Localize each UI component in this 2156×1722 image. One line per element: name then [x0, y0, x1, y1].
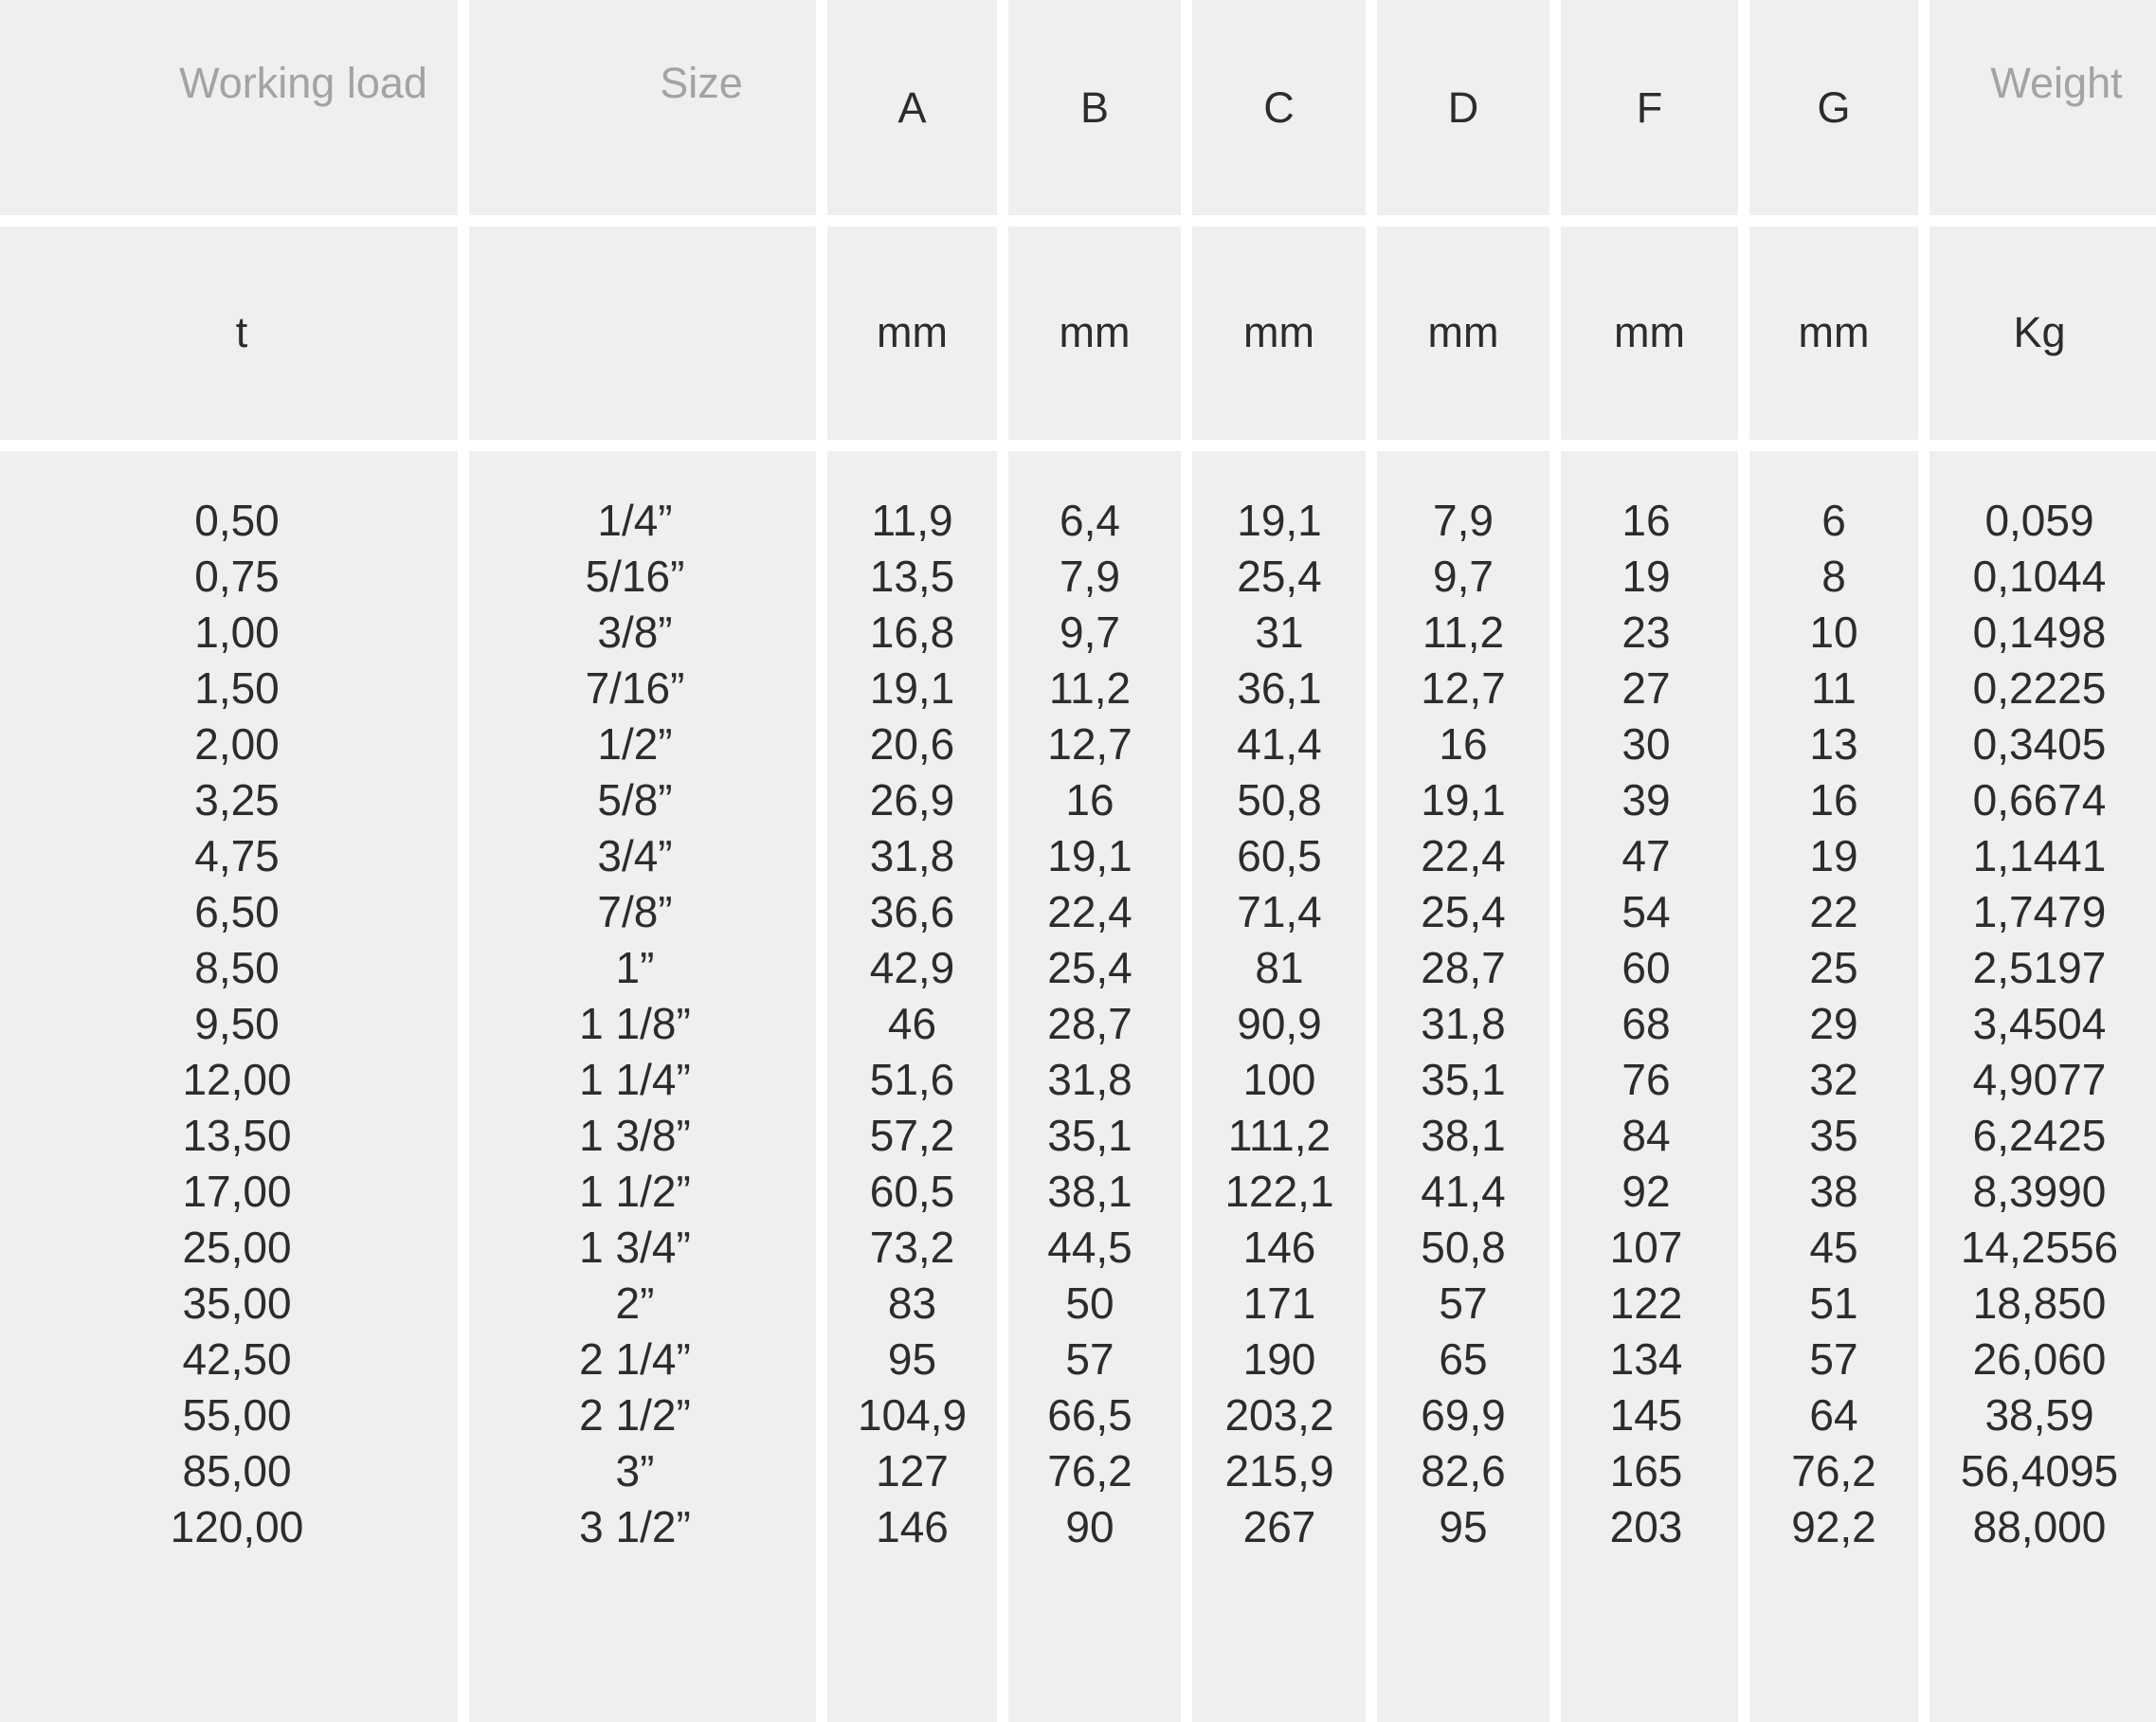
cell-f: 30: [1622, 719, 1671, 769]
cell-g: 35: [1809, 1111, 1858, 1160]
cell-size: 5/16”: [585, 552, 685, 601]
cell-size: 1/4”: [597, 496, 673, 545]
cell-d: 9,7: [1433, 552, 1494, 601]
cell-c: 81: [1255, 943, 1304, 992]
header-a: A: [897, 83, 927, 132]
cell-weight: 1,7479: [1972, 887, 2107, 936]
cell-weight: 0,2225: [1972, 663, 2107, 713]
cell-b: 22,4: [1047, 887, 1132, 936]
cell-g: 32: [1809, 1055, 1858, 1104]
cell-a: 20,6: [869, 719, 955, 769]
cell-g: 10: [1809, 607, 1858, 657]
cell-g: 76,2: [1791, 1446, 1876, 1495]
cell-working-load: 120,00: [170, 1502, 304, 1551]
cell-d: 7,9: [1433, 496, 1494, 545]
cell-size: 1 1/8”: [579, 999, 691, 1048]
cell-size: 1 3/8”: [579, 1111, 691, 1160]
cell-f: 19: [1622, 552, 1671, 601]
cell-working-load: 6,50: [194, 887, 280, 936]
cell-weight: 0,059: [1984, 496, 2094, 545]
cell-f: 60: [1622, 943, 1671, 992]
cell-d: 11,2: [1422, 607, 1505, 657]
cell-a: 31,8: [869, 831, 955, 880]
cell-weight: 38,59: [1984, 1390, 2094, 1440]
cell-a: 11,9: [871, 496, 953, 545]
cell-d: 35,1: [1421, 1055, 1506, 1104]
cell-weight: 88,000: [1972, 1502, 2107, 1551]
cell-c: 60,5: [1237, 831, 1322, 880]
cell-f: 39: [1622, 775, 1671, 825]
cell-b: 28,7: [1047, 999, 1132, 1048]
cell-b: 11,2: [1048, 663, 1132, 713]
cell-b: 6,4: [1060, 496, 1120, 545]
cell-weight: 3,4504: [1972, 999, 2107, 1048]
unit-a: mm: [877, 308, 948, 356]
cell-b: 57: [1065, 1334, 1114, 1384]
cell-f: 47: [1622, 831, 1671, 880]
cell-g: 6: [1821, 496, 1846, 545]
header-f: F: [1636, 83, 1663, 132]
cell-g: 22: [1809, 887, 1858, 936]
units-divider: [0, 440, 2156, 451]
cell-size: 2 1/4”: [579, 1334, 691, 1384]
header-b: B: [1079, 83, 1109, 132]
cell-a: 51,6: [869, 1055, 955, 1104]
cell-g: 92,2: [1791, 1502, 1876, 1551]
unit-weight: Kg: [2013, 308, 2066, 356]
cell-d: 31,8: [1421, 999, 1506, 1048]
cell-c: 111,2: [1227, 1111, 1332, 1160]
cell-b: 19,1: [1047, 831, 1132, 880]
cell-working-load: 13,50: [182, 1111, 292, 1160]
cell-g: 19: [1809, 831, 1858, 880]
cell-d: 25,4: [1421, 887, 1506, 936]
cell-d: 16: [1439, 719, 1488, 769]
cell-c: 267: [1242, 1502, 1316, 1551]
header-g: G: [1817, 83, 1851, 132]
cell-c: 36,1: [1237, 663, 1322, 713]
cell-working-load: 55,00: [182, 1390, 292, 1440]
cell-weight: 18,850: [1972, 1278, 2107, 1328]
cell-working-load: 12,00: [182, 1055, 292, 1104]
cell-g: 11: [1811, 663, 1857, 713]
cell-f: 203: [1609, 1502, 1683, 1551]
cell-f: 165: [1609, 1446, 1683, 1495]
cell-c: 25,4: [1237, 552, 1322, 601]
cell-weight: 0,1498: [1972, 607, 2107, 657]
cell-working-load: 8,50: [194, 943, 280, 992]
cell-size: 3/8”: [597, 607, 673, 657]
cell-working-load: 3,25: [194, 775, 280, 825]
cell-size: 2”: [615, 1278, 655, 1328]
cell-working-load: 4,75: [194, 831, 280, 880]
cell-weight: 0,6674: [1972, 775, 2107, 825]
cell-a: 146: [876, 1502, 949, 1551]
unit-working-load: t: [235, 308, 248, 356]
cell-f: 16: [1622, 496, 1671, 545]
cell-g: 51: [1809, 1278, 1858, 1328]
cell-weight: 8,3990: [1972, 1167, 2107, 1216]
cell-d: 69,9: [1421, 1390, 1506, 1440]
cell-size: 3/4”: [597, 831, 673, 880]
cell-b: 38,1: [1047, 1167, 1132, 1216]
cell-working-load: 1,00: [194, 607, 280, 657]
header-d: D: [1447, 83, 1479, 132]
cell-a: 19,1: [869, 663, 955, 713]
cell-f: 76: [1622, 1055, 1671, 1104]
cell-f: 84: [1622, 1111, 1671, 1160]
column-f-values: [1551, 493, 1741, 1555]
column-g-values: [1749, 493, 1918, 1555]
cell-working-load: 85,00: [182, 1446, 292, 1495]
header-weight: Weight: [1990, 59, 2123, 107]
cell-b: 90: [1065, 1502, 1114, 1551]
cell-working-load: 9,50: [194, 999, 280, 1048]
cell-a: 13,5: [869, 552, 955, 601]
cell-b: 35,1: [1047, 1111, 1132, 1160]
unit-f: mm: [1614, 308, 1685, 356]
cell-c: 190: [1242, 1334, 1316, 1384]
cell-a: 104,9: [857, 1390, 968, 1440]
cell-size: 1 1/2”: [579, 1167, 691, 1216]
column-c-values: [1185, 493, 1374, 1555]
cell-c: 41,4: [1237, 719, 1322, 769]
cell-size: 2 1/2”: [579, 1390, 691, 1440]
cell-d: 38,1: [1421, 1111, 1506, 1160]
column-a-values: [827, 493, 997, 1555]
cell-a: 127: [876, 1446, 949, 1495]
cell-d: 65: [1439, 1334, 1488, 1384]
cell-b: 50: [1065, 1278, 1114, 1328]
cell-a: 26,9: [869, 775, 955, 825]
cell-g: 57: [1809, 1334, 1858, 1384]
cell-weight: 26,060: [1972, 1334, 2107, 1384]
cell-a: 36,6: [869, 887, 955, 936]
cell-working-load: 0,75: [194, 552, 280, 601]
cell-f: 107: [1609, 1223, 1683, 1272]
column-weight-values: [1930, 493, 2149, 1555]
cell-c: 31: [1255, 607, 1304, 657]
cell-weight: 2,5197: [1972, 943, 2107, 992]
cell-size: 1/2”: [597, 719, 673, 769]
cell-g: 13: [1809, 719, 1858, 769]
cell-a: 95: [887, 1334, 937, 1384]
cell-c: 90,9: [1237, 999, 1322, 1048]
column-d-values: [1377, 493, 1549, 1555]
cell-size: 1 3/4”: [579, 1223, 691, 1272]
cell-working-load: 2,00: [194, 719, 280, 769]
cell-f: 92: [1622, 1167, 1671, 1216]
cell-c: 203,2: [1224, 1390, 1334, 1440]
unit-b: mm: [1059, 308, 1131, 356]
cell-f: 145: [1609, 1390, 1683, 1440]
cell-weight: 4,9077: [1972, 1055, 2107, 1104]
cell-a: 60,5: [869, 1167, 955, 1216]
cell-g: 25: [1809, 943, 1858, 992]
header-divider: [0, 215, 2156, 227]
cell-working-load: 42,50: [182, 1334, 292, 1384]
cell-size: 3 1/2”: [579, 1502, 691, 1551]
cell-d: 28,7: [1421, 943, 1506, 992]
cell-b: 66,5: [1047, 1390, 1132, 1440]
cell-a: 83: [887, 1278, 937, 1328]
column-b-values: [995, 493, 1185, 1555]
cell-b: 44,5: [1047, 1223, 1132, 1272]
cell-weight: 14,2556: [1960, 1223, 2119, 1272]
cell-b: 16: [1065, 775, 1114, 825]
cell-size: 3”: [615, 1446, 655, 1495]
header-c: C: [1263, 83, 1295, 132]
cell-weight: 6,2425: [1972, 1111, 2107, 1160]
cell-b: 7,9: [1060, 552, 1120, 601]
cell-c: 215,9: [1224, 1446, 1334, 1495]
unit-d: mm: [1427, 308, 1499, 356]
cell-working-load: 17,00: [182, 1167, 292, 1216]
cell-d: 50,8: [1421, 1223, 1506, 1272]
cell-b: 76,2: [1047, 1446, 1132, 1495]
cell-weight: 56,4095: [1960, 1446, 2119, 1495]
cell-g: 16: [1809, 775, 1858, 825]
cell-b: 12,7: [1047, 719, 1132, 769]
cell-b: 25,4: [1047, 943, 1132, 992]
cell-size: 5/8”: [597, 775, 673, 825]
cell-working-load: 25,00: [182, 1223, 292, 1272]
cell-a: 73,2: [869, 1223, 955, 1272]
cell-c: 146: [1242, 1223, 1316, 1272]
cell-weight: 1,1441: [1972, 831, 2107, 880]
cell-working-load: 35,00: [182, 1278, 292, 1328]
cell-c: 19,1: [1237, 496, 1322, 545]
column-working-load-values: [142, 493, 332, 1555]
cell-a: 16,8: [869, 607, 955, 657]
cell-g: 45: [1809, 1223, 1858, 1272]
cell-g: 8: [1821, 552, 1846, 601]
cell-b: 9,7: [1060, 607, 1120, 657]
cell-working-load: 1,50: [194, 663, 280, 713]
cell-c: 71,4: [1237, 887, 1322, 936]
cell-size: 7/8”: [597, 887, 673, 936]
cell-working-load: 0,50: [194, 496, 280, 545]
cell-d: 19,1: [1421, 775, 1506, 825]
cell-a: 57,2: [869, 1111, 955, 1160]
cell-d: 82,6: [1421, 1446, 1506, 1495]
cell-f: 122: [1609, 1278, 1683, 1328]
cell-size: 7/16”: [585, 663, 685, 713]
cell-b: 31,8: [1047, 1055, 1132, 1104]
cell-d: 41,4: [1421, 1167, 1506, 1216]
unit-c: mm: [1243, 308, 1314, 356]
cell-c: 171: [1242, 1278, 1316, 1328]
cell-f: 27: [1622, 663, 1671, 713]
cell-c: 50,8: [1237, 775, 1322, 825]
cell-c: 100: [1242, 1055, 1316, 1104]
cell-f: 134: [1609, 1334, 1683, 1384]
column-size-values: [540, 493, 730, 1555]
cell-c: 122,1: [1224, 1167, 1334, 1216]
cell-f: 23: [1622, 607, 1671, 657]
cell-weight: 0,3405: [1972, 719, 2107, 769]
cell-d: 22,4: [1421, 831, 1506, 880]
cell-d: 12,7: [1421, 663, 1506, 713]
cell-a: 46: [887, 999, 937, 1048]
cell-weight: 0,1044: [1972, 552, 2107, 601]
cell-size: 1 1/4”: [579, 1055, 691, 1104]
cell-f: 54: [1622, 887, 1671, 936]
cell-g: 38: [1809, 1167, 1858, 1216]
cell-a: 42,9: [869, 943, 955, 992]
cell-d: 95: [1439, 1502, 1488, 1551]
header-size: Size: [660, 59, 743, 107]
cell-d: 57: [1439, 1278, 1488, 1328]
cell-g: 29: [1809, 999, 1858, 1048]
cell-f: 68: [1622, 999, 1671, 1048]
cell-g: 64: [1809, 1390, 1858, 1440]
cell-size: 1”: [615, 943, 655, 992]
unit-g: mm: [1798, 308, 1870, 356]
header-working-load: Working load: [179, 59, 427, 107]
